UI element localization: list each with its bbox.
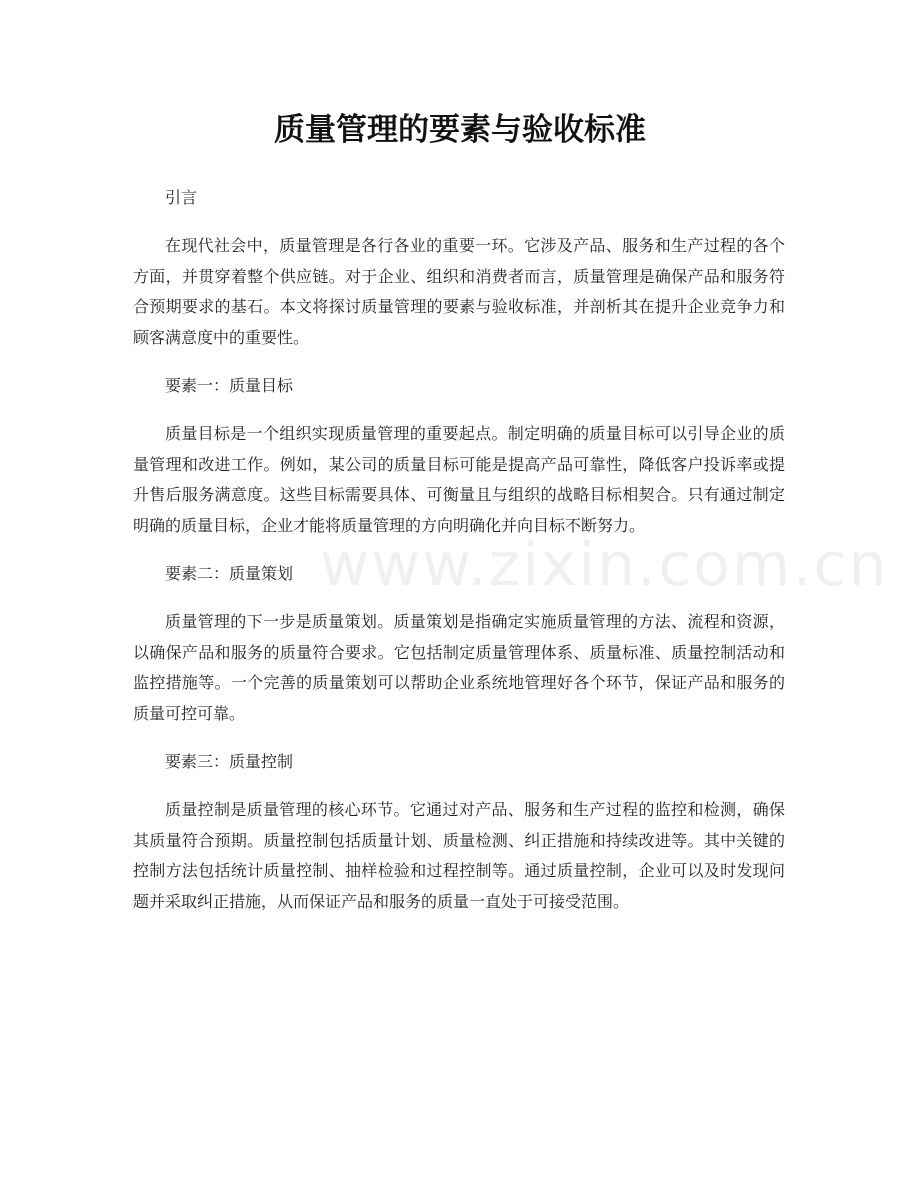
paragraph-element-3: 质量控制是质量管理的核心环节。它通过对产品、服务和生产过程的监控和检测，确保其质量符合预期。质量控制包括质量计划、质量检测、纠正措施和持续改进等。其中关键的控制方法包括统计质量控制、抽样检验和过程控制等。通过质量控制，企业可以及时发现问题并采取纠正措施，从而保证产品和服务的质量一直处于可接受范围。 (133, 800, 785, 911)
watermark: www.zixin.com.cn (320, 530, 889, 600)
section-heading-element-3: 要素三：质量控制 (165, 752, 294, 771)
section-heading-intro: 引言 (165, 188, 198, 207)
section-heading-element-1: 要素一：质量目标 (165, 376, 294, 395)
section-heading-element-2: 要素二：质量策划 (165, 564, 294, 583)
paragraph-intro: 在现代社会中，质量管理是各行各业的重要一环。它涉及产品、服务和生产过程的各个方面，并贯穿着整个供应链。对于企业、组织和消费者而言，质量管理是确保产品和服务符合预期要求的基石。本文将探讨质量管理的要素与验收标准，并剖析其在提升企业竞争力和顾客满意度中的重要性。 (133, 236, 785, 347)
paragraph-element-2: 质量管理的下一步是质量策划。质量策划是指确定实施质量管理的方法、流程和资源，以确保产品和服务的质量符合要求。它包括制定质量管理体系、质量标准、质量控制活动和监控措施等。一个完善的质量策划可以帮助企业系统地管理好各个环节，保证产品和服务的质量可控可靠。 (133, 612, 785, 723)
document-body (133, 183, 785, 935)
paragraph-element-1: 质量目标是一个组织实现质量管理的重要起点。制定明确的质量目标可以引导企业的质量管理和改进工作。例如，某公司的质量目标可能是提高产品可靠性，降低客户投诉率或提升售后服务满意度。这些目标需要具体、可衡量且与组织的战略目标相契合。只有通过制定明确的质量目标，企业才能将质量管理的方向明确化并向目标不断努力。 (133, 424, 785, 535)
document-title: 质量管理的要素与验收标准 (274, 112, 646, 148)
